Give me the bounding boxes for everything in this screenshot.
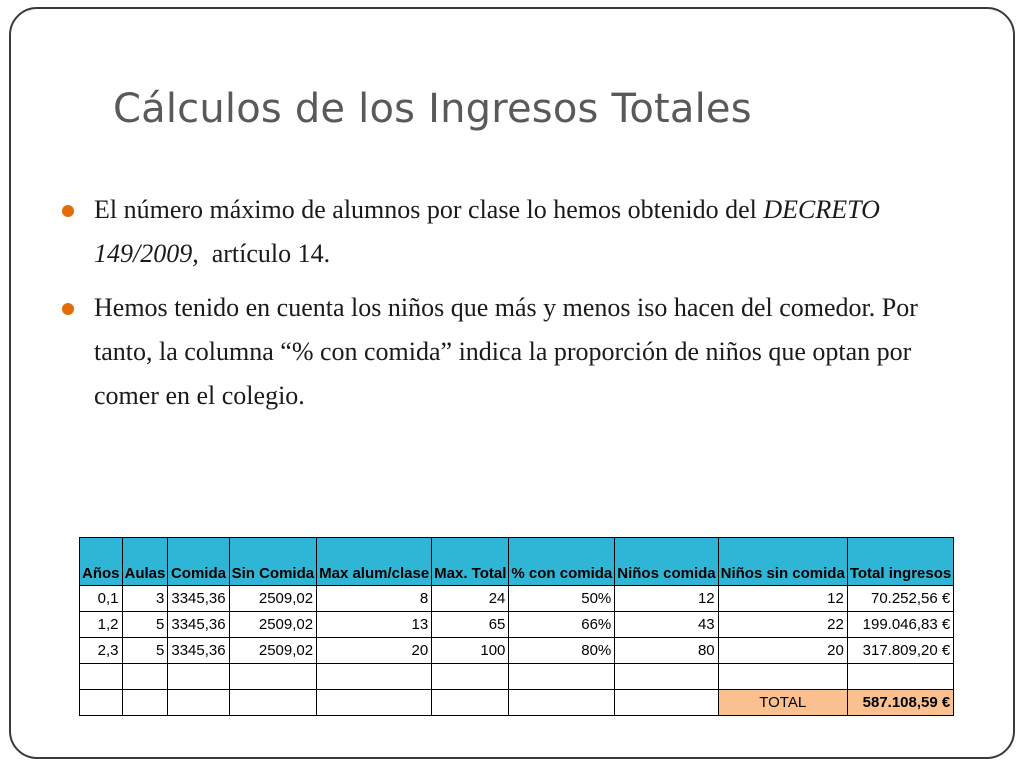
- table-header-cell: Niños comida: [615, 538, 718, 586]
- bullet-item-decreto: [62, 188, 982, 276]
- table-header-cell: Sin Comida: [229, 538, 317, 586]
- table-cell: [168, 690, 229, 716]
- table-cell: 65: [432, 612, 509, 638]
- table-cell: 3345,36: [168, 612, 229, 638]
- table-cell: 317.809,20 €: [847, 638, 953, 664]
- table-cell: [80, 664, 123, 690]
- table-cell: 20: [317, 638, 432, 664]
- table-cell: 80: [615, 638, 718, 664]
- table-cell: 199.046,83 €: [847, 612, 953, 638]
- income-table: [79, 537, 954, 716]
- income-table-image: [79, 537, 952, 717]
- table-cell: 3345,36: [168, 586, 229, 612]
- table-cell: 80%: [509, 638, 615, 664]
- table-cell: 66%: [509, 612, 615, 638]
- total-label: TOTAL: [718, 690, 847, 716]
- table-cell: 8: [317, 586, 432, 612]
- table-header-cell: Años: [80, 538, 123, 586]
- table-row: [80, 612, 954, 638]
- table-cell: [317, 664, 432, 690]
- table-row: [80, 586, 954, 612]
- table-cell: 43: [615, 612, 718, 638]
- table-cell: 50%: [509, 586, 615, 612]
- table-header-cell: Total ingresos: [847, 538, 953, 586]
- table-cell: 1,2: [80, 612, 123, 638]
- table-cell: [80, 690, 123, 716]
- table-header-cell: Max. Total: [432, 538, 509, 586]
- table-cell: 2,3: [80, 638, 123, 664]
- bullet-text-italic: DECRETO 149/2009,: [94, 195, 880, 268]
- table-cell: 2509,02: [229, 638, 317, 664]
- table-header-cell: Aulas: [122, 538, 168, 586]
- table-cell: [509, 664, 615, 690]
- bullet-text-part: El número máximo de alumnos por clase lo hemos obtenido del: [94, 195, 764, 224]
- bullet-dot-icon: [62, 303, 74, 315]
- table-cell: 5: [122, 612, 168, 638]
- table-row-empty: [80, 664, 954, 690]
- table-row: [80, 638, 954, 664]
- bullet-text-part: artículo 14.: [198, 239, 331, 268]
- table-cell: 3345,36: [168, 638, 229, 664]
- table-cell: [229, 690, 317, 716]
- total-value: 587.108,59 €: [847, 690, 953, 716]
- bullet-text: Hemos tenido en cuenta los niños que más y menos iso hacen del comedor. Por tanto, la columna “% con comida” indica la proporción de niños que optan por comer en el colegio.: [94, 293, 918, 410]
- table-cell: [168, 664, 229, 690]
- table-cell: [615, 664, 718, 690]
- table-header-cell: Niños sin comida: [718, 538, 847, 586]
- table-header-cell: Comida: [168, 538, 229, 586]
- table-cell: 2509,02: [229, 586, 317, 612]
- table-cell: [432, 690, 509, 716]
- table-cell: [615, 690, 718, 716]
- bullet-dot-icon: [62, 205, 74, 217]
- table-cell: [317, 690, 432, 716]
- table-cell: [229, 664, 317, 690]
- table-cell: 22: [718, 612, 847, 638]
- table-header-row: [80, 538, 954, 586]
- table-cell: 24: [432, 586, 509, 612]
- table-cell: 70.252,56 €: [847, 586, 953, 612]
- table-header-cell: % con comida: [509, 538, 615, 586]
- table-cell: 100: [432, 638, 509, 664]
- table-cell: 0,1: [80, 586, 123, 612]
- table-total-row: [80, 690, 954, 716]
- table-cell: 5: [122, 638, 168, 664]
- table-cell: 3: [122, 586, 168, 612]
- table-cell: [122, 690, 168, 716]
- table-cell: 12: [615, 586, 718, 612]
- table-cell: [122, 664, 168, 690]
- table-header-cell: Max alum/clase: [317, 538, 432, 586]
- table-cell: 2509,02: [229, 612, 317, 638]
- bullet-list: [62, 188, 982, 428]
- table-cell: 13: [317, 612, 432, 638]
- table-cell: 20: [718, 638, 847, 664]
- table-cell: [432, 664, 509, 690]
- table-cell: [847, 664, 953, 690]
- table-cell: 12: [718, 586, 847, 612]
- bullet-item-comedor: [62, 286, 982, 418]
- slide-title: Cálculos de los Ingresos Totales: [113, 86, 752, 132]
- table-cell: [718, 664, 847, 690]
- table-cell: [509, 690, 615, 716]
